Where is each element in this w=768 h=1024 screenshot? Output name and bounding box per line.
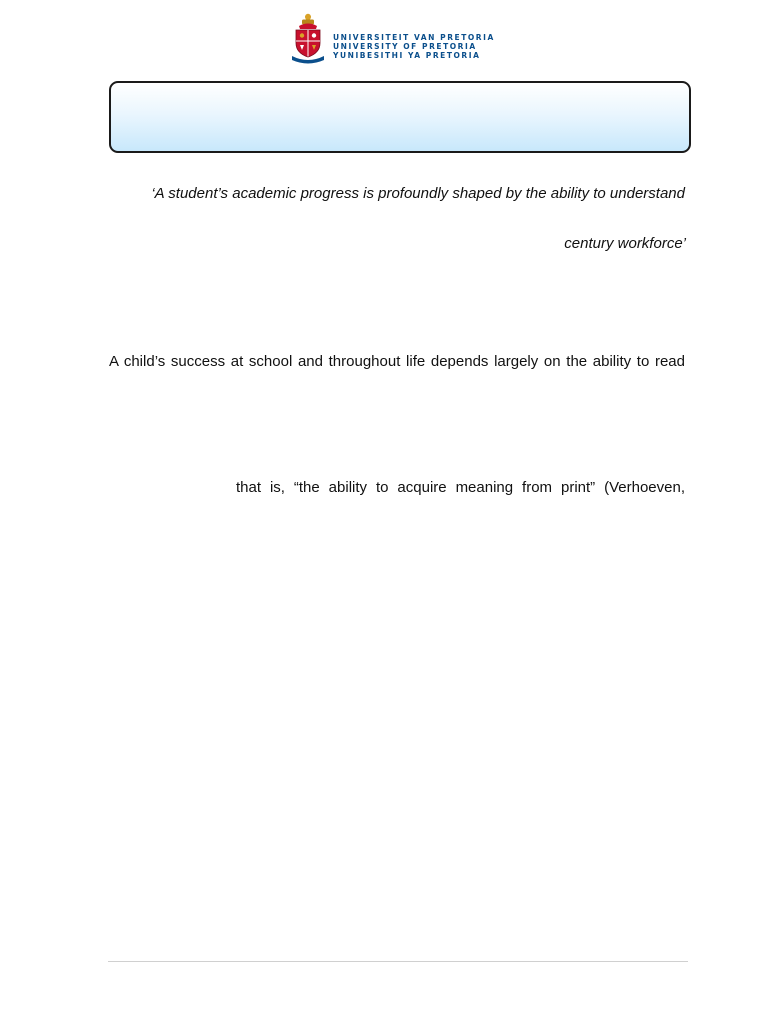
body-paragraph-2-line-1: that is, “the ability to acquire meaning from print” (Verhoeven, (236, 479, 685, 496)
chapter-title-box (109, 81, 691, 153)
epigraph-line-2: century workforce’ (564, 235, 686, 252)
institution-name-english: UNIVERSITY OF PRETORIA (333, 42, 477, 51)
epigraph-line-1: ‘A student’s academic progress is profoundly shaped by the ability to understand (151, 185, 685, 202)
footer-divider (108, 961, 688, 962)
body-paragraph-1-line-1: A child’s success at school and throughout life depends largely on the ability to read (109, 353, 685, 370)
institution-name-sepedi: YUNIBESITHI YA PRETORIA (333, 51, 481, 60)
institution-name-afrikaans: UNIVERSITEIT VAN PRETORIA (333, 33, 495, 42)
institution-name (333, 33, 495, 60)
university-logo (291, 12, 495, 64)
university-crest-icon (291, 12, 325, 64)
